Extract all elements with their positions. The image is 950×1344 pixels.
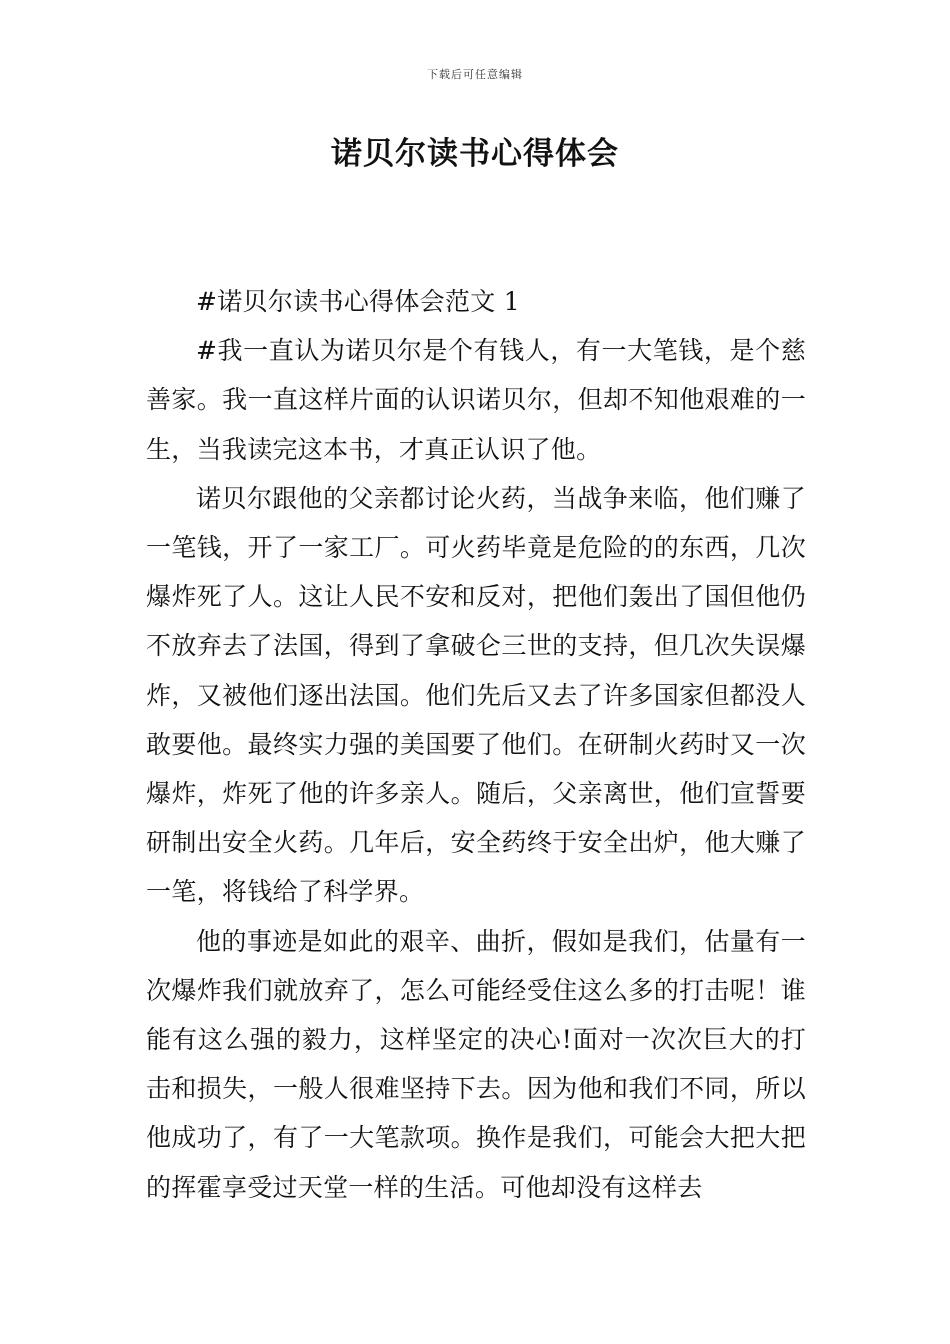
paragraph: 诺贝尔跟他的父亲都讨论火药，当战争来临，他们赚了一笔钱，开了一家工厂。可火药毕竟是危险的的东西，几次爆炸死了人。这让人民不安和反对，把他们轰出了国但他仍不放弃去了法国，得到了拿破仑三世的支持，但几次失误爆炸，又被他们逐出法国。他们先后又去了许多国家但都没人敢要他。最终实力强的美国要了他们。在研制火药时又一次爆炸，炸死了他的许多亲人。随后，父亲离世，他们宣誓要研制出安全火药。几年后，安全药终于安全出炉，他大赚了一笔，将钱给了科学界。 (146, 483, 806, 907)
page-title: 诺贝尔读书心得体会 (331, 136, 619, 172)
paragraph: #诺贝尔读书心得体会范文 1 (196, 287, 521, 316)
paragraph: #我一直认为诺贝尔是个有钱人，有一大笔钱，是个慈善家。我一直这样片面的认识诺贝尔，但却不知他艰难的一生，当我读完这本书，才真正认识了他。 (146, 336, 806, 464)
document-body (146, 277, 806, 1212)
header-note: 下载后可任意编辑 (427, 68, 523, 81)
paragraph: 他的事迹是如此的艰辛、曲折，假如是我们，估量有一次爆炸我们就放弃了，怎么可能经受住这么多的打击呢！谁能有这么强的毅力，这样坚定的决心!面对一次次巨大的打击和损失，一般人很难坚持下去。因为他和我们不同，所以他成功了，有了一大笔款项。换作是我们，可能会大把大把的挥霍享受过天堂一样的生活。可他却没有这样去 (146, 926, 806, 1202)
